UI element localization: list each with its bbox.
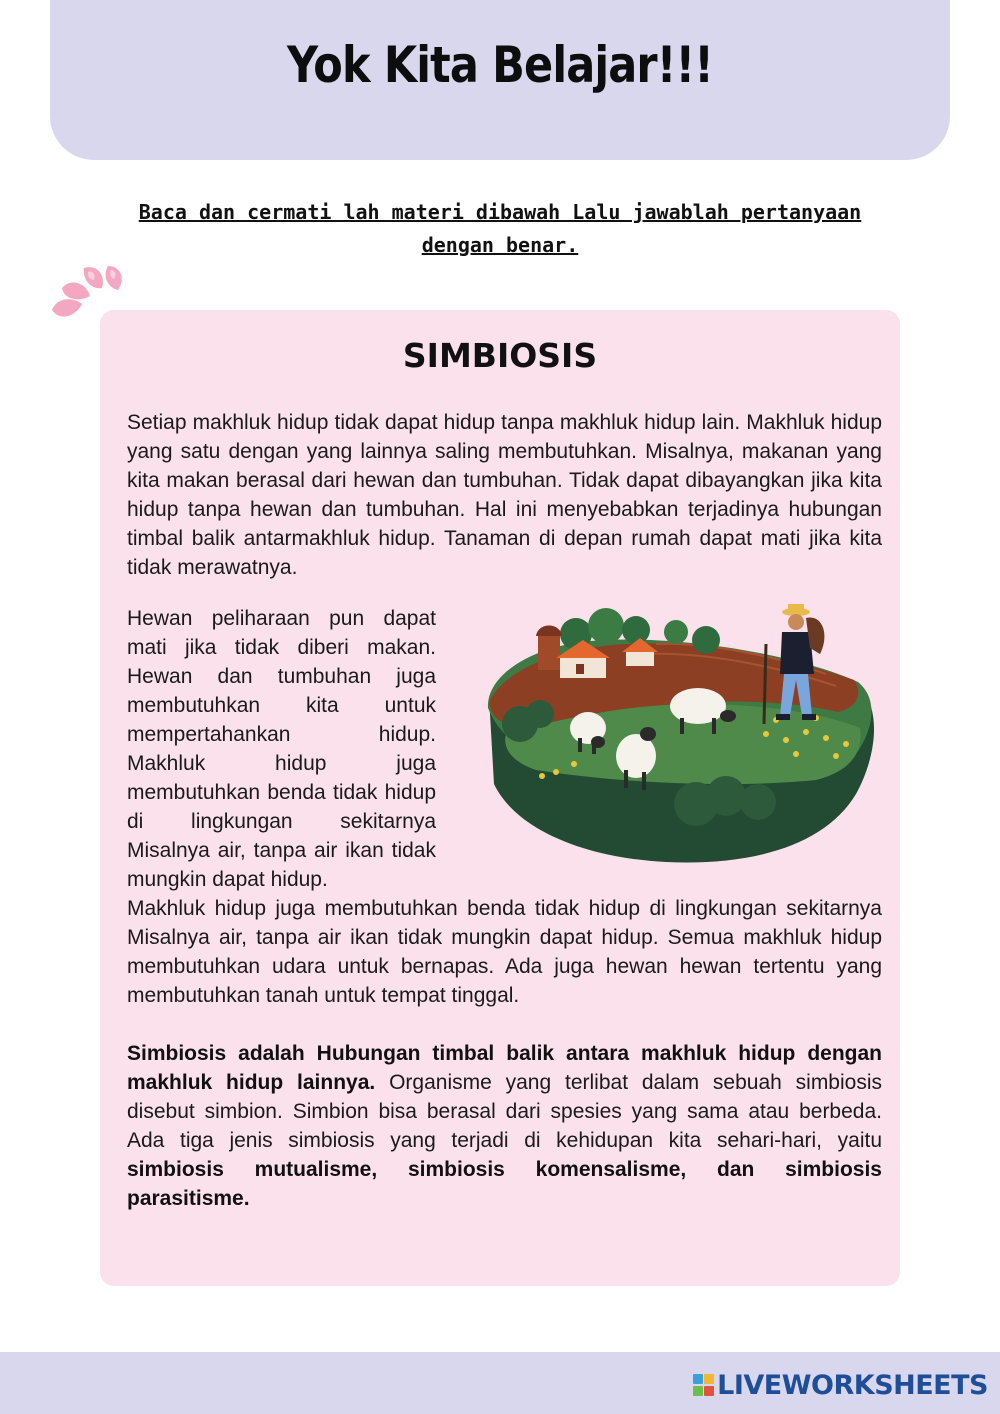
definition-body: Organisme yang terlibat dalam sebuah simbiosis disebut simbion. Simbion bisa berasal dari spesies yang sama atau berbeda. Ada tiga jenis simbiosis yang terjadi di kehidupan kita sehari-hari, yaitu — [127, 1071, 882, 1152]
card-title: SIMBIOSIS — [402, 336, 598, 375]
page-title: Yok Kita Belajar!!! — [286, 36, 714, 94]
paragraph-pets: Hewan peliharaan pun dapat mati jika tidak diberi makan. Hewan dan tumbuhan juga membutuhkan kita untuk mempertahankan hidup. Makhluk hidup juga membutuhkan benda tidak hidup di lingkungan sekitarnya Misalnya air, tanpa air ikan tidak mungkin dapat hidup. — [127, 607, 436, 891]
paragraph-intro: Setiap makhluk hidup tidak dapat hidup tanpa makhluk hidup lain. Makhluk hidup yang satu dengan yang lainnya saling membutuhkan. Misalnya, makanan yang kita makan berasal dari hewan dan tumbuhan. Tidak dapat dibayangkan jika kita hidup tanpa hewan dan tumbuhan. Hal ini menyebabkan terjadinya hubungan timbal balik antarmakhluk hidup. Tanaman di depan rumah dapat mati jika kita tidak merawatnya. — [127, 411, 882, 579]
brand-name: LIVEWORKSHEETS — [717, 1370, 988, 1401]
paragraph-definition — [127, 1039, 882, 1213]
brand-link[interactable] — [693, 1370, 988, 1401]
header-banner — [50, 0, 950, 160]
instruction-text: Baca dan cermati lah materi dibawah Lalu jawablah pertanyaan dengan benar. — [138, 200, 862, 257]
symbiosis-types-bold: simbiosis mutualisme, simbiosis komensalisme, dan simbiosis parasitisme. — [127, 1158, 882, 1210]
definition-bold: Simbiosis adalah Hubungan timbal balik antara makhluk hidup dengan makhluk hidup lainnya. — [127, 1042, 882, 1094]
liveworksheets-logo-icon — [693, 1372, 715, 1400]
farm-illustration — [476, 604, 882, 866]
paragraph-nonliving: Makhluk hidup juga membutuhkan benda tidak hidup di lingkungan sekitarnya Misalnya air, tanpa air ikan tidak mungkin dapat hidup. Semua makhluk hidup membutuhkan udara untuk bernapas. Ada juga hewan hewan tertentu yang membutuhkan tanah untuk tempat tinggal. — [127, 897, 882, 1007]
